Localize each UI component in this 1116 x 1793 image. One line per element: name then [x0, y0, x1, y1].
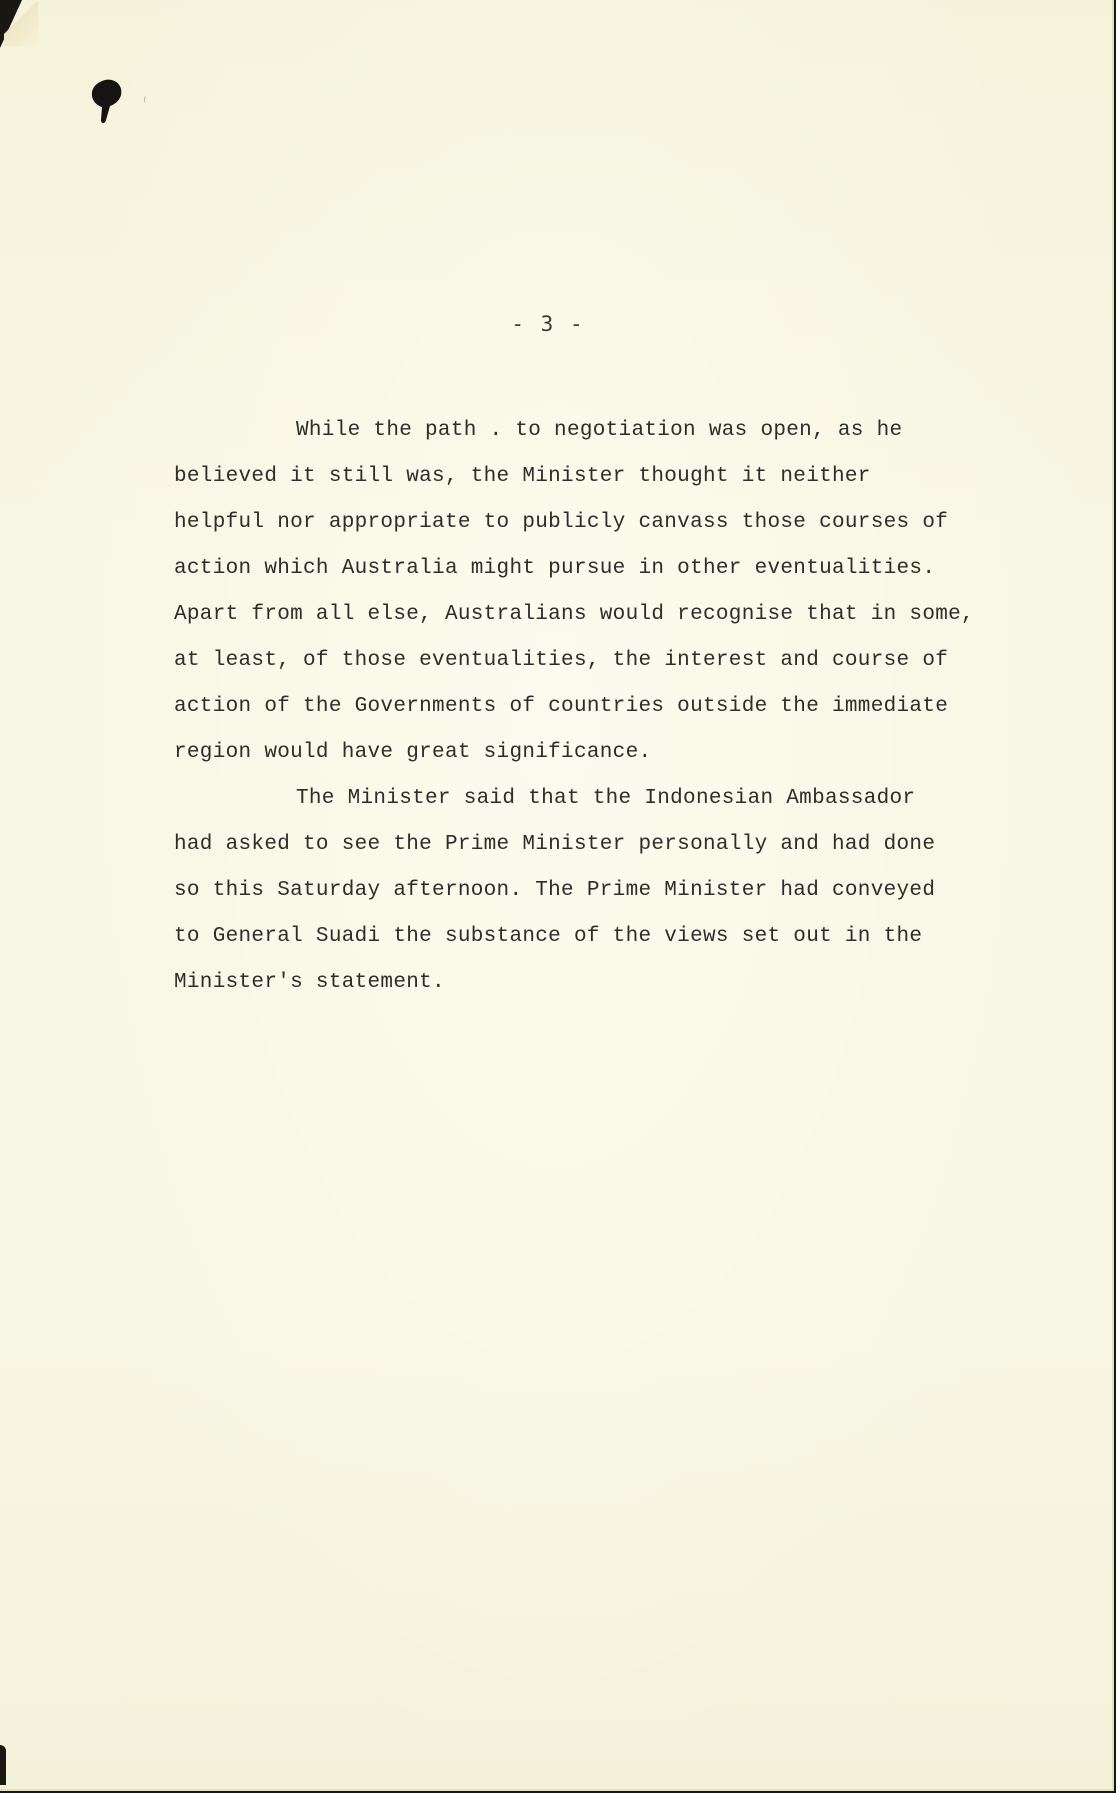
- text-line: region would have great significance.: [174, 741, 652, 764]
- text-line: Apart from all else, Australians would recognise that in some,: [174, 603, 974, 626]
- text-line: so this Saturday afternoon. The Prime Minister had conveyed: [174, 879, 936, 902]
- text-line: had asked to see the Prime Minister personally and had done: [174, 833, 936, 856]
- text-line: Minister's statement.: [174, 971, 445, 994]
- page-number: - 3 -: [511, 312, 585, 336]
- text-line: helpful nor appropriate to publicly canvass those courses of: [174, 511, 949, 534]
- text-line: believed it still was, the Minister thought it neither: [174, 465, 871, 488]
- page-edge-shadow: [0, 1745, 6, 1785]
- text-line: at least, of those eventualities, the interest and course of: [174, 649, 949, 672]
- ink-blot-mark: [86, 76, 126, 128]
- text-line: The Minister said that the Indonesian Ambassador: [296, 787, 916, 810]
- text-line: While the path . to negotiation was open, as he: [296, 419, 903, 442]
- stray-pencil-mark: [144, 96, 148, 103]
- text-line: action of the Governments of countries outside the immediate: [174, 695, 949, 718]
- text-line: action which Australia might pursue in other eventualities.: [174, 557, 936, 580]
- folded-corner-highlight: [4, 2, 38, 46]
- text-line: to General Suadi the substance of the views set out in the: [174, 925, 923, 948]
- body-text: [174, 408, 1054, 1006]
